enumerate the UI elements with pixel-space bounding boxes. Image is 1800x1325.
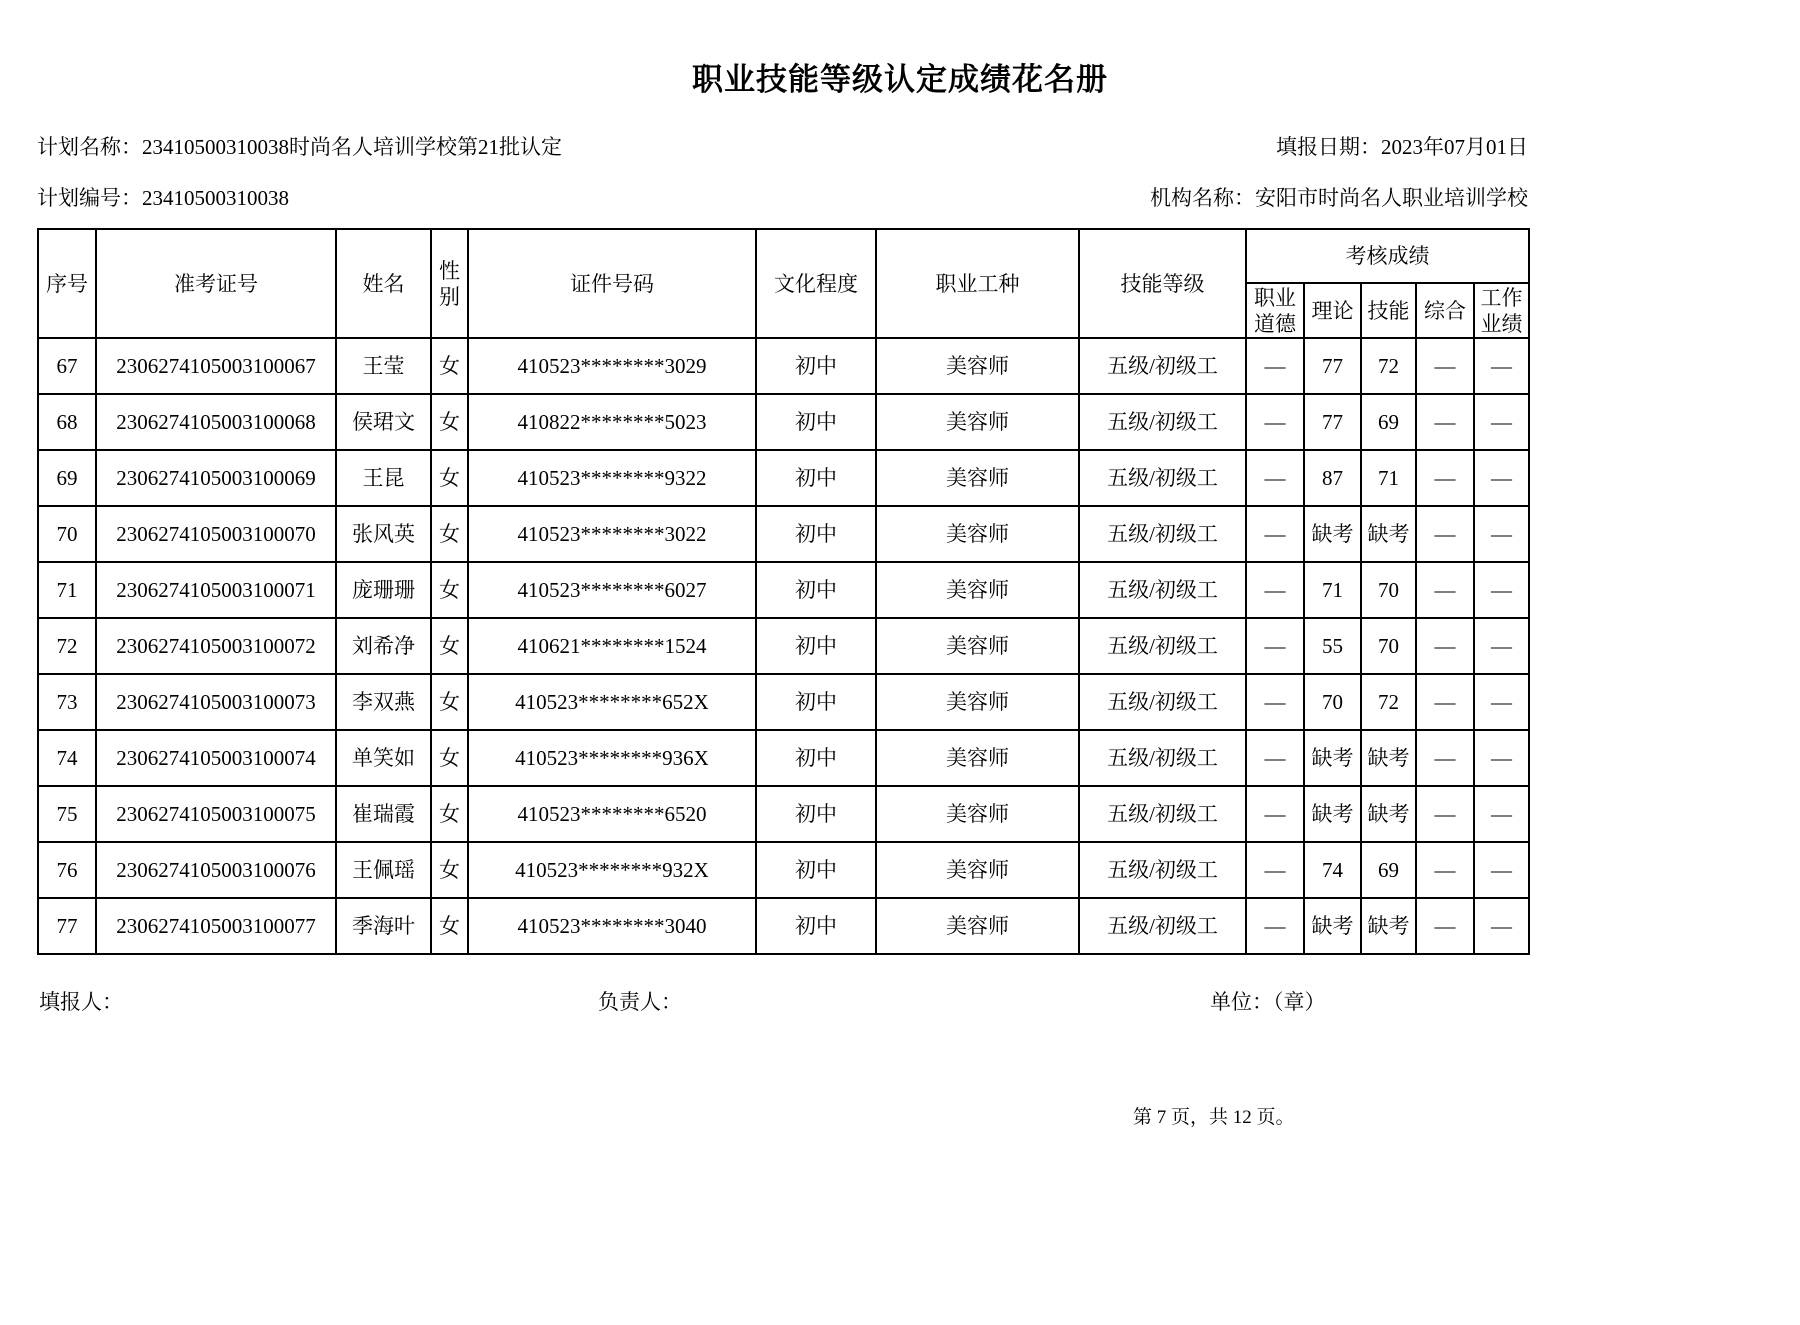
cell-score-skill: 70 [1361,562,1416,618]
cell-score-ethics: — [1246,338,1304,394]
cell-gender: 女 [431,450,468,506]
report-date-label: 填报日期： [1276,135,1381,159]
cell-score-theory: 缺考 [1304,506,1361,562]
col-header-name: 姓名 [336,229,431,338]
cell-occupation: 美容师 [876,674,1079,730]
table-row [38,618,1529,674]
cell-id-no: 410523********3040 [468,898,756,954]
col-header-id-no: 证件号码 [468,229,756,338]
cell-score-theory: 71 [1304,562,1361,618]
cell-education: 初中 [756,618,876,674]
cell-id-no: 410822********5023 [468,394,756,450]
cell-gender: 女 [431,898,468,954]
cell-score-theory: 缺考 [1304,730,1361,786]
cell-occupation: 美容师 [876,730,1079,786]
cell-education: 初中 [756,730,876,786]
cell-score-skill: 71 [1361,450,1416,506]
cell-exam-no: 2306274105003100070 [96,506,336,562]
org-name [1150,186,1528,211]
cell-education: 初中 [756,394,876,450]
cell-score-skill: 69 [1361,394,1416,450]
cell-id-no: 410523********6027 [468,562,756,618]
cell-score-work-performance: — [1474,618,1529,674]
table-row [38,394,1529,450]
cell-score-skill: 缺考 [1361,898,1416,954]
cell-seq: 71 [38,562,96,618]
cell-score-ethics: — [1246,562,1304,618]
cell-score-ethics: — [1246,786,1304,842]
plan-code [37,186,289,211]
content-area [37,135,1528,1016]
cell-name: 单笑如 [336,730,431,786]
table-row [38,898,1529,954]
cell-score-ethics: — [1246,506,1304,562]
cell-gender: 女 [431,506,468,562]
cell-exam-no: 2306274105003100074 [96,730,336,786]
cell-score-work-performance: — [1474,338,1529,394]
table-row [38,450,1529,506]
cell-name: 季海叶 [336,898,431,954]
meta-row-2 [37,186,1528,211]
cell-occupation: 美容师 [876,786,1079,842]
cell-skill-level: 五级/初级工 [1079,842,1246,898]
cell-occupation: 美容师 [876,506,1079,562]
meta-row-1 [37,135,1528,160]
cell-exam-no: 2306274105003100072 [96,618,336,674]
col-header-seq: 序号 [38,229,96,338]
cell-education: 初中 [756,898,876,954]
cell-score-work-performance: — [1474,394,1529,450]
cell-seq: 70 [38,506,96,562]
cell-score-ethics: — [1246,898,1304,954]
cell-score-comprehensive: — [1416,450,1474,506]
cell-score-comprehensive: — [1416,562,1474,618]
cell-score-theory: 74 [1304,842,1361,898]
cell-name: 崔瑞霞 [336,786,431,842]
cell-seq: 75 [38,786,96,842]
cell-seq: 67 [38,338,96,394]
cell-score-theory: 70 [1304,674,1361,730]
cell-score-comprehensive: — [1416,674,1474,730]
cell-skill-level: 五级/初级工 [1079,898,1246,954]
cell-seq: 72 [38,618,96,674]
cell-seq: 69 [38,450,96,506]
col-header-education: 文化程度 [756,229,876,338]
cell-name: 张风英 [336,506,431,562]
cell-id-no: 410523********9322 [468,450,756,506]
cell-score-skill: 缺考 [1361,730,1416,786]
cell-seq: 73 [38,674,96,730]
report-date [1276,135,1528,160]
manager-label: 负责人： [598,990,682,1015]
col-header-score-group: 考核成绩 [1246,229,1529,283]
cell-score-work-performance: — [1474,842,1529,898]
cell-gender: 女 [431,730,468,786]
col-header-ethics: 职业道德 [1246,283,1304,338]
cell-score-skill: 缺考 [1361,786,1416,842]
cell-score-ethics: — [1246,730,1304,786]
cell-score-work-performance: — [1474,450,1529,506]
cell-skill-level: 五级/初级工 [1079,562,1246,618]
cell-skill-level: 五级/初级工 [1079,730,1246,786]
cell-gender: 女 [431,338,468,394]
cell-score-theory: 缺考 [1304,898,1361,954]
cell-exam-no: 2306274105003100069 [96,450,336,506]
col-header-skill: 技能 [1361,283,1416,338]
cell-education: 初中 [756,562,876,618]
cell-name: 王昆 [336,450,431,506]
header-row-1 [38,229,1529,283]
page-number: 第 7 页，共 12 页。 [1133,1107,1295,1128]
cell-skill-level: 五级/初级工 [1079,450,1246,506]
cell-skill-level: 五级/初级工 [1079,674,1246,730]
cell-score-skill: 缺考 [1361,506,1416,562]
cell-exam-no: 2306274105003100068 [96,394,336,450]
col-header-occupation: 职业工种 [876,229,1079,338]
cell-education: 初中 [756,674,876,730]
cell-name: 侯珺文 [336,394,431,450]
cell-score-comprehensive: — [1416,394,1474,450]
cell-seq: 68 [38,394,96,450]
table-row [38,730,1529,786]
cell-score-work-performance: — [1474,674,1529,730]
report-date-value: 2023年07月01日 [1381,135,1528,159]
plan-name [37,135,562,160]
cell-education: 初中 [756,786,876,842]
cell-score-skill: 69 [1361,842,1416,898]
table-row [38,562,1529,618]
cell-score-theory: 缺考 [1304,786,1361,842]
cell-score-ethics: — [1246,394,1304,450]
page-title: 职业技能等级认定成绩花名册 [692,62,1108,97]
cell-score-theory: 55 [1304,618,1361,674]
cell-seq: 74 [38,730,96,786]
cell-gender: 女 [431,394,468,450]
cell-exam-no: 2306274105003100071 [96,562,336,618]
cell-exam-no: 2306274105003100067 [96,338,336,394]
plan-code-value: 23410500310038 [142,186,289,211]
cell-id-no: 410523********3029 [468,338,756,394]
cell-skill-level: 五级/初级工 [1079,786,1246,842]
col-header-work-performance: 工作业绩 [1474,283,1529,338]
cell-score-theory: 77 [1304,394,1361,450]
cell-skill-level: 五级/初级工 [1079,338,1246,394]
cell-score-comprehensive: — [1416,730,1474,786]
cell-score-skill: 70 [1361,618,1416,674]
cell-score-skill: 72 [1361,674,1416,730]
cell-exam-no: 2306274105003100076 [96,842,336,898]
table-row [38,338,1529,394]
cell-score-work-performance: — [1474,786,1529,842]
cell-score-ethics: — [1246,618,1304,674]
cell-id-no: 410523********936X [468,730,756,786]
cell-gender: 女 [431,562,468,618]
cell-name: 庞珊珊 [336,562,431,618]
cell-skill-level: 五级/初级工 [1079,394,1246,450]
cell-gender: 女 [431,786,468,842]
cell-name: 刘希净 [336,618,431,674]
plan-name-label: 计划名称： [37,135,142,159]
cell-name: 王莹 [336,338,431,394]
org-name-value: 安阳市时尚名人职业培训学校 [1255,186,1528,211]
plan-name-value: 23410500310038时尚名人培训学校第21批认定 [142,135,562,159]
cell-exam-no: 2306274105003100077 [96,898,336,954]
cell-education: 初中 [756,842,876,898]
cell-score-comprehensive: — [1416,842,1474,898]
col-header-theory: 理论 [1304,283,1361,338]
cell-education: 初中 [756,506,876,562]
cell-score-theory: 87 [1304,450,1361,506]
filler-label: 填报人： [39,990,123,1015]
cell-skill-level: 五级/初级工 [1079,506,1246,562]
plan-code-label: 计划编号： [37,186,142,211]
cell-score-comprehensive: — [1416,506,1474,562]
signature-row [37,986,1528,1016]
col-header-exam-no: 准考证号 [96,229,336,338]
cell-exam-no: 2306274105003100073 [96,674,336,730]
org-name-label: 机构名称： [1150,186,1255,211]
score-roster-table [37,228,1530,955]
cell-occupation: 美容师 [876,394,1079,450]
cell-score-comprehensive: — [1416,786,1474,842]
cell-score-comprehensive: — [1416,618,1474,674]
cell-gender: 女 [431,842,468,898]
table-row [38,506,1529,562]
unit-seal-label: 单位：（章） [1210,990,1326,1015]
cell-skill-level: 五级/初级工 [1079,618,1246,674]
cell-score-comprehensive: — [1416,898,1474,954]
col-header-gender: 性别 [431,229,468,338]
cell-score-work-performance: — [1474,562,1529,618]
cell-education: 初中 [756,338,876,394]
cell-score-work-performance: — [1474,730,1529,786]
cell-name: 李双燕 [336,674,431,730]
cell-education: 初中 [756,450,876,506]
cell-name: 王佩瑶 [336,842,431,898]
cell-score-work-performance: — [1474,506,1529,562]
cell-occupation: 美容师 [876,898,1079,954]
cell-occupation: 美容师 [876,618,1079,674]
cell-score-work-performance: — [1474,898,1529,954]
col-header-comprehensive: 综合 [1416,283,1474,338]
cell-occupation: 美容师 [876,842,1079,898]
cell-gender: 女 [431,618,468,674]
cell-id-no: 410523********932X [468,842,756,898]
cell-seq: 77 [38,898,96,954]
cell-occupation: 美容师 [876,338,1079,394]
cell-score-skill: 72 [1361,338,1416,394]
col-header-skill-level: 技能等级 [1079,229,1246,338]
cell-score-comprehensive: — [1416,338,1474,394]
table-row [38,674,1529,730]
table-row [38,842,1529,898]
cell-seq: 76 [38,842,96,898]
cell-gender: 女 [431,674,468,730]
document-page [0,54,1800,1325]
cell-score-ethics: — [1246,450,1304,506]
cell-score-ethics: — [1246,674,1304,730]
cell-exam-no: 2306274105003100075 [96,786,336,842]
cell-id-no: 410523********6520 [468,786,756,842]
cell-id-no: 410523********3022 [468,506,756,562]
cell-occupation: 美容师 [876,562,1079,618]
cell-occupation: 美容师 [876,450,1079,506]
cell-score-ethics: — [1246,842,1304,898]
cell-id-no: 410523********652X [468,674,756,730]
cell-id-no: 410621********1524 [468,618,756,674]
table-row [38,786,1529,842]
cell-score-theory: 77 [1304,338,1361,394]
